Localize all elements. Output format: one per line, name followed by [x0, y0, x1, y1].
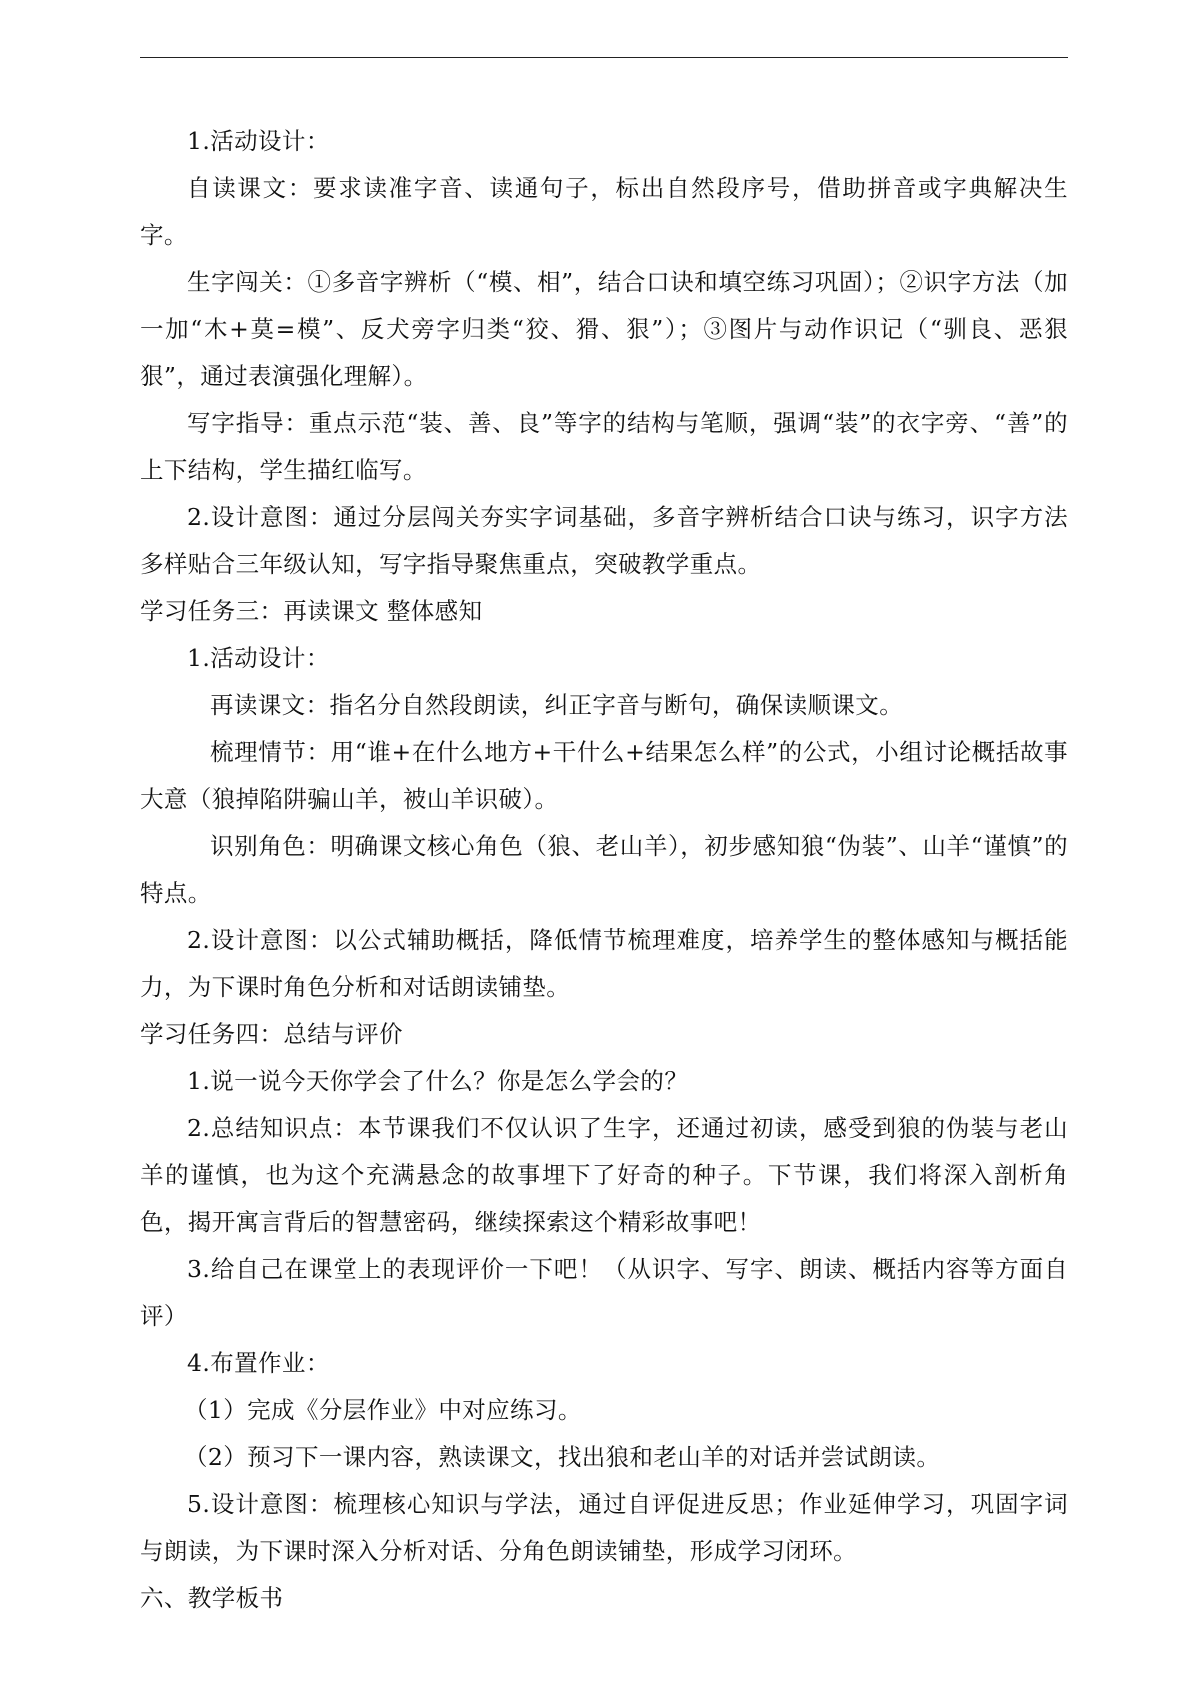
task-four-heading: 学习任务四：总结与评价 [140, 1020, 403, 1048]
character-challenge-paragraph: 生字闯关：①多音字辨析（“模、相”，结合口诀和填空练习巩固）；②识字方法（加一加“木+莫=模”、反犬旁字归类“狡、猾、狠”）；③图片与动作识记（“驯良、恶狠狠”，通过表演强化理解）。 [140, 268, 1068, 390]
task-three-heading: 学习任务三：再读课文 整体感知 [140, 597, 483, 625]
activity-design-heading: 1.活动设计： [187, 127, 330, 155]
knowledge-summary-paragraph: 2.总结知识点：本节课我们不仅认识了生字，还通过初读，感受到狼的伪装与老山羊的谨慎，也为这个充满悬念的故事埋下了好奇的种子。下节课，我们将深入剖析角色，揭开寓言背后的智慧密码，继续探索这个精彩故事吧！ [140, 1114, 1068, 1236]
section-six-heading: 六、教学板书 [140, 1584, 284, 1612]
design-intent-paragraph-3: 5.设计意图：梳理核心知识与学法，通过自评促进反思；作业延伸学习，巩固字词与朗读，为下课时深入分析对话、分角色朗读铺垫，形成学习闭环。 [140, 1490, 1068, 1565]
homework-heading: 4.布置作业： [187, 1349, 330, 1377]
homework-item-1: （1）完成《分层作业》中对应练习。 [184, 1396, 582, 1424]
activity-design-heading-2: 1.活动设计： [187, 644, 330, 672]
design-intent-paragraph-2: 2.设计意图：以公式辅助概括，降低情节梳理难度，培养学生的整体感知与概括能力，为下课时角色分析和对话朗读铺垫。 [140, 926, 1068, 1001]
plot-paragraph: 梳理情节：用“谁+在什么地方+干什么+结果怎么样”的公式，小组讨论概括故事大意（狼掉陷阱骗山羊，被山羊识破）。 [140, 738, 1068, 813]
role-paragraph: 识别角色：明确课文核心角色（狼、老山羊），初步感知狼“伪装”、山羊“谨慎”的特点。 [140, 832, 1068, 907]
self-reading-paragraph: 自读课文：要求读准字音、读通句子，标出自然段序号，借助拼音或字典解决生字。 [140, 174, 1068, 249]
homework-item-2: （2）预习下一课内容，熟读课文，找出狼和老山羊的对话并尝试朗读。 [184, 1443, 941, 1471]
reread-paragraph: 再读课文：指名分自然段朗读，纠正字音与断句，确保读顺课文。 [210, 691, 904, 719]
document-body [140, 118, 1068, 1622]
self-evaluation-paragraph: 3.给自己在课堂上的表现评价一下吧！（从识字、写字、朗读、概括内容等方面自评） [140, 1255, 1068, 1330]
summary-question-paragraph: 1.说一说今天你学会了什么？你是怎么学会的？ [187, 1067, 689, 1095]
header-rule [140, 57, 1068, 58]
design-intent-paragraph: 2.设计意图：通过分层闯关夯实字词基础，多音字辨析结合口诀与练习，识字方法多样贴合三年级认知，写字指导聚焦重点，突破教学重点。 [140, 503, 1068, 578]
writing-guidance-paragraph: 写字指导：重点示范“装、善、良”等字的结构与笔顺，强调“装”的衣字旁、“善”的上下结构，学生描红临写。 [140, 409, 1068, 484]
